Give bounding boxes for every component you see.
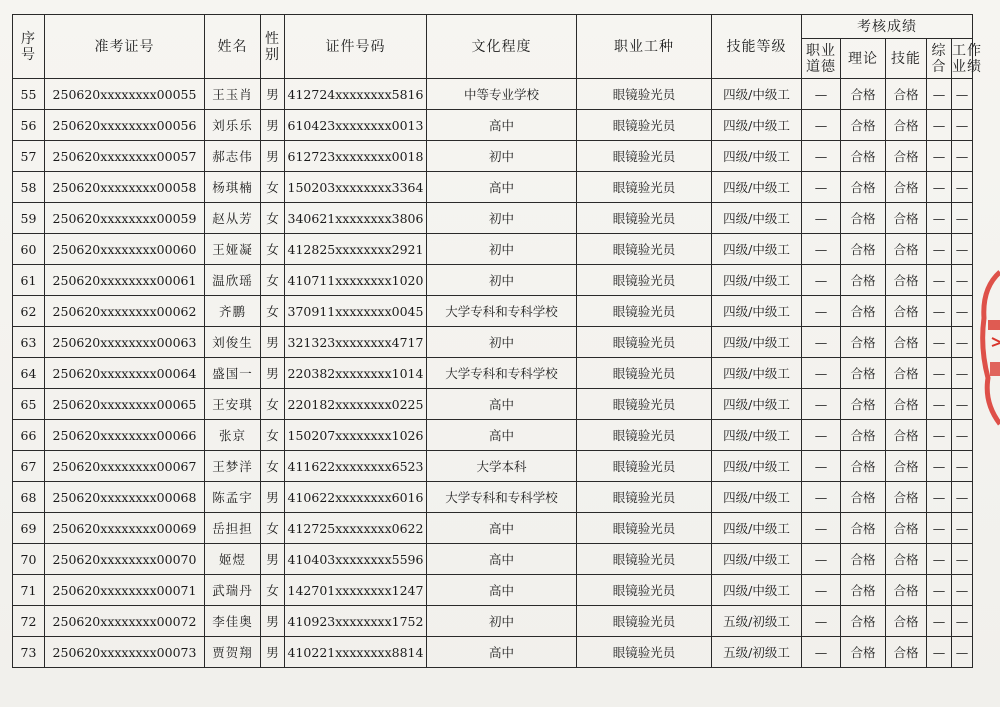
theory-cell: 合格 bbox=[841, 482, 886, 513]
gender-cell: 女 bbox=[261, 265, 285, 296]
table-row bbox=[13, 389, 973, 420]
id-no-cell: 370911xxxxxxxx0045 bbox=[285, 296, 427, 327]
comprehensive-cell: — bbox=[927, 513, 952, 544]
comprehensive-cell: — bbox=[927, 451, 952, 482]
theory-cell: 合格 bbox=[841, 544, 886, 575]
gender-cell: 男 bbox=[261, 110, 285, 141]
table-row bbox=[13, 513, 973, 544]
header-id-no: 证件号码 bbox=[285, 15, 427, 79]
ethics-cell: — bbox=[802, 637, 841, 668]
theory-cell: 合格 bbox=[841, 79, 886, 110]
table-row bbox=[13, 358, 973, 389]
seq-cell: 61 bbox=[13, 265, 45, 296]
name-cell: 赵从芳 bbox=[205, 203, 261, 234]
gender-cell: 女 bbox=[261, 389, 285, 420]
exam-no-cell: 250620xxxxxxxx00072 bbox=[45, 606, 205, 637]
performance-cell: — bbox=[952, 389, 973, 420]
ethics-cell: — bbox=[802, 141, 841, 172]
seq-cell: 70 bbox=[13, 544, 45, 575]
comprehensive-cell: — bbox=[927, 327, 952, 358]
education-cell: 高中 bbox=[427, 513, 577, 544]
seq-cell: 62 bbox=[13, 296, 45, 327]
occupation-cell: 眼镜验光员 bbox=[577, 110, 712, 141]
skill-level-cell: 五级/初级工 bbox=[712, 637, 802, 668]
ethics-cell: — bbox=[802, 234, 841, 265]
seq-cell: 55 bbox=[13, 79, 45, 110]
seq-cell: 65 bbox=[13, 389, 45, 420]
skill-level-cell: 四级/中级工 bbox=[712, 234, 802, 265]
exam-no-cell: 250620xxxxxxxx00068 bbox=[45, 482, 205, 513]
skill-cell: 合格 bbox=[886, 234, 927, 265]
gender-cell: 女 bbox=[261, 513, 285, 544]
header-exam-no: 准考证号 bbox=[45, 15, 205, 79]
education-cell: 初中 bbox=[427, 234, 577, 265]
skill-level-cell: 四级/中级工 bbox=[712, 141, 802, 172]
skill-cell: 合格 bbox=[886, 544, 927, 575]
seq-cell: 72 bbox=[13, 606, 45, 637]
seq-cell: 56 bbox=[13, 110, 45, 141]
ethics-cell: — bbox=[802, 296, 841, 327]
ethics-cell: — bbox=[802, 358, 841, 389]
gender-cell: 男 bbox=[261, 79, 285, 110]
ethics-cell: — bbox=[802, 203, 841, 234]
skill-level-cell: 四级/中级工 bbox=[712, 389, 802, 420]
occupation-cell: 眼镜验光员 bbox=[577, 637, 712, 668]
comprehensive-cell: — bbox=[927, 172, 952, 203]
name-cell: 武瑞丹 bbox=[205, 575, 261, 606]
skill-cell: 合格 bbox=[886, 110, 927, 141]
table-row bbox=[13, 575, 973, 606]
theory-cell: 合格 bbox=[841, 296, 886, 327]
header-occupation: 职业工种 bbox=[577, 15, 712, 79]
performance-cell: — bbox=[952, 79, 973, 110]
education-cell: 初中 bbox=[427, 606, 577, 637]
theory-cell: 合格 bbox=[841, 606, 886, 637]
id-no-cell: 412725xxxxxxxx0622 bbox=[285, 513, 427, 544]
exam-results-table bbox=[12, 14, 982, 668]
occupation-cell: 眼镜验光员 bbox=[577, 296, 712, 327]
comprehensive-cell: — bbox=[927, 637, 952, 668]
seq-cell: 69 bbox=[13, 513, 45, 544]
skill-level-cell: 四级/中级工 bbox=[712, 110, 802, 141]
comprehensive-cell: — bbox=[927, 575, 952, 606]
id-no-cell: 610423xxxxxxxx0013 bbox=[285, 110, 427, 141]
gender-cell: 男 bbox=[261, 544, 285, 575]
gender-cell: 女 bbox=[261, 234, 285, 265]
education-cell: 高中 bbox=[427, 389, 577, 420]
education-cell: 初中 bbox=[427, 141, 577, 172]
name-cell: 张京 bbox=[205, 420, 261, 451]
ethics-cell: — bbox=[802, 327, 841, 358]
comprehensive-cell: — bbox=[927, 234, 952, 265]
gender-cell: 男 bbox=[261, 141, 285, 172]
header-comprehensive: 综 合 bbox=[927, 39, 952, 79]
skill-level-cell: 四级/中级工 bbox=[712, 482, 802, 513]
performance-cell: — bbox=[952, 575, 973, 606]
seq-cell: 68 bbox=[13, 482, 45, 513]
id-no-cell: 220382xxxxxxxx1014 bbox=[285, 358, 427, 389]
table-row bbox=[13, 482, 973, 513]
exam-no-cell: 250620xxxxxxxx00057 bbox=[45, 141, 205, 172]
table-row bbox=[13, 420, 973, 451]
header-skill: 技能 bbox=[886, 39, 927, 79]
skill-level-cell: 四级/中级工 bbox=[712, 451, 802, 482]
table-row bbox=[13, 544, 973, 575]
skill-level-cell: 四级/中级工 bbox=[712, 575, 802, 606]
exam-no-cell: 250620xxxxxxxx00070 bbox=[45, 544, 205, 575]
table-row bbox=[13, 451, 973, 482]
exam-no-cell: 250620xxxxxxxx00071 bbox=[45, 575, 205, 606]
theory-cell: 合格 bbox=[841, 234, 886, 265]
gender-cell: 女 bbox=[261, 575, 285, 606]
performance-cell: — bbox=[952, 606, 973, 637]
occupation-cell: 眼镜验光员 bbox=[577, 79, 712, 110]
name-cell: 温欣瑶 bbox=[205, 265, 261, 296]
name-cell: 姬煜 bbox=[205, 544, 261, 575]
skill-cell: 合格 bbox=[886, 420, 927, 451]
theory-cell: 合格 bbox=[841, 420, 886, 451]
seq-cell: 73 bbox=[13, 637, 45, 668]
theory-cell: 合格 bbox=[841, 637, 886, 668]
name-cell: 王梦洋 bbox=[205, 451, 261, 482]
occupation-cell: 眼镜验光员 bbox=[577, 265, 712, 296]
seq-cell: 66 bbox=[13, 420, 45, 451]
performance-cell: — bbox=[952, 172, 973, 203]
ethics-cell: — bbox=[802, 389, 841, 420]
occupation-cell: 眼镜验光员 bbox=[577, 327, 712, 358]
skill-level-cell: 四级/中级工 bbox=[712, 420, 802, 451]
name-cell: 刘乐乐 bbox=[205, 110, 261, 141]
name-cell: 岳担担 bbox=[205, 513, 261, 544]
performance-cell: — bbox=[952, 544, 973, 575]
id-no-cell: 410221xxxxxxxx8814 bbox=[285, 637, 427, 668]
gender-cell: 男 bbox=[261, 482, 285, 513]
exam-no-cell: 250620xxxxxxxx00073 bbox=[45, 637, 205, 668]
skill-cell: 合格 bbox=[886, 606, 927, 637]
skill-cell: 合格 bbox=[886, 575, 927, 606]
exam-no-cell: 250620xxxxxxxx00069 bbox=[45, 513, 205, 544]
education-cell: 大学专科和专科学校 bbox=[427, 358, 577, 389]
performance-cell: — bbox=[952, 637, 973, 668]
comprehensive-cell: — bbox=[927, 296, 952, 327]
table-row bbox=[13, 79, 973, 110]
name-cell: 杨琪楠 bbox=[205, 172, 261, 203]
skill-level-cell: 四级/中级工 bbox=[712, 79, 802, 110]
skill-cell: 合格 bbox=[886, 296, 927, 327]
header-skill-level: 技能等级 bbox=[712, 15, 802, 79]
skill-cell: 合格 bbox=[886, 513, 927, 544]
id-no-cell: 412724xxxxxxxx5816 bbox=[285, 79, 427, 110]
education-cell: 高中 bbox=[427, 544, 577, 575]
exam-no-cell: 250620xxxxxxxx00060 bbox=[45, 234, 205, 265]
table-body bbox=[13, 79, 973, 668]
gender-cell: 男 bbox=[261, 637, 285, 668]
performance-cell: — bbox=[952, 327, 973, 358]
gender-cell: 女 bbox=[261, 451, 285, 482]
skill-level-cell: 四级/中级工 bbox=[712, 296, 802, 327]
skill-level-cell: 四级/中级工 bbox=[712, 265, 802, 296]
performance-cell: — bbox=[952, 451, 973, 482]
ethics-cell: — bbox=[802, 544, 841, 575]
occupation-cell: 眼镜验光员 bbox=[577, 606, 712, 637]
header-gender: 性 别 bbox=[261, 15, 285, 79]
skill-cell: 合格 bbox=[886, 79, 927, 110]
performance-cell: — bbox=[952, 203, 973, 234]
name-cell: 王娅凝 bbox=[205, 234, 261, 265]
skill-level-cell: 四级/中级工 bbox=[712, 358, 802, 389]
skill-level-cell: 五级/初级工 bbox=[712, 606, 802, 637]
performance-cell: — bbox=[952, 296, 973, 327]
education-cell: 初中 bbox=[427, 265, 577, 296]
comprehensive-cell: — bbox=[927, 203, 952, 234]
exam-no-cell: 250620xxxxxxxx00062 bbox=[45, 296, 205, 327]
ethics-cell: — bbox=[802, 172, 841, 203]
education-cell: 高中 bbox=[427, 575, 577, 606]
header-theory: 理论 bbox=[841, 39, 886, 79]
seq-cell: 57 bbox=[13, 141, 45, 172]
occupation-cell: 眼镜验光员 bbox=[577, 234, 712, 265]
gender-cell: 男 bbox=[261, 327, 285, 358]
performance-cell: — bbox=[952, 234, 973, 265]
name-cell: 齐鹏 bbox=[205, 296, 261, 327]
exam-no-cell: 250620xxxxxxxx00058 bbox=[45, 172, 205, 203]
red-seal-stamp-icon bbox=[970, 268, 1000, 428]
table-row bbox=[13, 327, 973, 358]
ethics-cell: — bbox=[802, 265, 841, 296]
table-row bbox=[13, 110, 973, 141]
theory-cell: 合格 bbox=[841, 265, 886, 296]
gender-cell: 女 bbox=[261, 203, 285, 234]
comprehensive-cell: — bbox=[927, 606, 952, 637]
gender-cell: 男 bbox=[261, 358, 285, 389]
skill-cell: 合格 bbox=[886, 389, 927, 420]
theory-cell: 合格 bbox=[841, 327, 886, 358]
seq-cell: 67 bbox=[13, 451, 45, 482]
theory-cell: 合格 bbox=[841, 575, 886, 606]
exam-no-cell: 250620xxxxxxxx00061 bbox=[45, 265, 205, 296]
header-education: 文化程度 bbox=[427, 15, 577, 79]
skill-level-cell: 四级/中级工 bbox=[712, 203, 802, 234]
skill-level-cell: 四级/中级工 bbox=[712, 327, 802, 358]
exam-no-cell: 250620xxxxxxxx00064 bbox=[45, 358, 205, 389]
name-cell: 郝志伟 bbox=[205, 141, 261, 172]
seq-cell: 59 bbox=[13, 203, 45, 234]
comprehensive-cell: — bbox=[927, 265, 952, 296]
skill-level-cell: 四级/中级工 bbox=[712, 544, 802, 575]
id-no-cell: 411622xxxxxxxx6523 bbox=[285, 451, 427, 482]
ethics-cell: — bbox=[802, 110, 841, 141]
exam-no-cell: 250620xxxxxxxx00059 bbox=[45, 203, 205, 234]
id-no-cell: 150203xxxxxxxx3364 bbox=[285, 172, 427, 203]
occupation-cell: 眼镜验光员 bbox=[577, 513, 712, 544]
exam-no-cell: 250620xxxxxxxx00063 bbox=[45, 327, 205, 358]
education-cell: 大学本科 bbox=[427, 451, 577, 482]
skill-cell: 合格 bbox=[886, 358, 927, 389]
table-row bbox=[13, 172, 973, 203]
occupation-cell: 眼镜验光员 bbox=[577, 141, 712, 172]
comprehensive-cell: — bbox=[927, 79, 952, 110]
education-cell: 高中 bbox=[427, 637, 577, 668]
education-cell: 高中 bbox=[427, 420, 577, 451]
theory-cell: 合格 bbox=[841, 110, 886, 141]
header-name: 姓名 bbox=[205, 15, 261, 79]
ethics-cell: — bbox=[802, 482, 841, 513]
header-row-1 bbox=[13, 15, 973, 39]
exam-no-cell: 250620xxxxxxxx00067 bbox=[45, 451, 205, 482]
theory-cell: 合格 bbox=[841, 358, 886, 389]
skill-cell: 合格 bbox=[886, 451, 927, 482]
occupation-cell: 眼镜验光员 bbox=[577, 575, 712, 606]
performance-cell: — bbox=[952, 141, 973, 172]
id-no-cell: 150207xxxxxxxx1026 bbox=[285, 420, 427, 451]
skill-cell: 合格 bbox=[886, 637, 927, 668]
occupation-cell: 眼镜验光员 bbox=[577, 482, 712, 513]
id-no-cell: 410403xxxxxxxx5596 bbox=[285, 544, 427, 575]
ethics-cell: — bbox=[802, 513, 841, 544]
name-cell: 陈孟宇 bbox=[205, 482, 261, 513]
comprehensive-cell: — bbox=[927, 110, 952, 141]
education-cell: 初中 bbox=[427, 327, 577, 358]
name-cell: 盛国一 bbox=[205, 358, 261, 389]
exam-no-cell: 250620xxxxxxxx00066 bbox=[45, 420, 205, 451]
table-row bbox=[13, 296, 973, 327]
id-no-cell: 410711xxxxxxxx1020 bbox=[285, 265, 427, 296]
occupation-cell: 眼镜验光员 bbox=[577, 172, 712, 203]
comprehensive-cell: — bbox=[927, 544, 952, 575]
performance-cell: — bbox=[952, 482, 973, 513]
id-no-cell: 220182xxxxxxxx0225 bbox=[285, 389, 427, 420]
theory-cell: 合格 bbox=[841, 389, 886, 420]
id-no-cell: 410923xxxxxxxx1752 bbox=[285, 606, 427, 637]
ethics-cell: — bbox=[802, 451, 841, 482]
ethics-cell: — bbox=[802, 420, 841, 451]
comprehensive-cell: — bbox=[927, 420, 952, 451]
performance-cell: — bbox=[952, 358, 973, 389]
table-row bbox=[13, 234, 973, 265]
education-cell: 大学专科和专科学校 bbox=[427, 482, 577, 513]
ethics-cell: — bbox=[802, 606, 841, 637]
id-no-cell: 340621xxxxxxxx3806 bbox=[285, 203, 427, 234]
exam-no-cell: 250620xxxxxxxx00065 bbox=[45, 389, 205, 420]
seq-cell: 60 bbox=[13, 234, 45, 265]
comprehensive-cell: — bbox=[927, 482, 952, 513]
seq-cell: 71 bbox=[13, 575, 45, 606]
theory-cell: 合格 bbox=[841, 513, 886, 544]
education-cell: 中等专业学校 bbox=[427, 79, 577, 110]
name-cell: 李佳奥 bbox=[205, 606, 261, 637]
name-cell: 刘俊生 bbox=[205, 327, 261, 358]
id-no-cell: 412825xxxxxxxx2921 bbox=[285, 234, 427, 265]
exam-no-cell: 250620xxxxxxxx00055 bbox=[45, 79, 205, 110]
theory-cell: 合格 bbox=[841, 451, 886, 482]
table-row bbox=[13, 141, 973, 172]
ethics-cell: — bbox=[802, 79, 841, 110]
theory-cell: 合格 bbox=[841, 203, 886, 234]
gender-cell: 女 bbox=[261, 296, 285, 327]
skill-level-cell: 四级/中级工 bbox=[712, 513, 802, 544]
id-no-cell: 321323xxxxxxxx4717 bbox=[285, 327, 427, 358]
table-row bbox=[13, 265, 973, 296]
name-cell: 王安琪 bbox=[205, 389, 261, 420]
occupation-cell: 眼镜验光员 bbox=[577, 420, 712, 451]
seq-cell: 64 bbox=[13, 358, 45, 389]
performance-cell: — bbox=[952, 420, 973, 451]
performance-cell: — bbox=[952, 265, 973, 296]
header-seq: 序 号 bbox=[13, 15, 45, 79]
skill-cell: 合格 bbox=[886, 265, 927, 296]
gender-cell: 男 bbox=[261, 606, 285, 637]
performance-cell: — bbox=[952, 513, 973, 544]
name-cell: 贾贺翔 bbox=[205, 637, 261, 668]
header-ethics: 职业 道德 bbox=[802, 39, 841, 79]
id-no-cell: 410622xxxxxxxx6016 bbox=[285, 482, 427, 513]
comprehensive-cell: — bbox=[927, 389, 952, 420]
occupation-cell: 眼镜验光员 bbox=[577, 451, 712, 482]
occupation-cell: 眼镜验光员 bbox=[577, 544, 712, 575]
header-performance: 工作 业绩 bbox=[952, 39, 973, 79]
id-no-cell: 142701xxxxxxxx1247 bbox=[285, 575, 427, 606]
seq-cell: 58 bbox=[13, 172, 45, 203]
skill-cell: 合格 bbox=[886, 327, 927, 358]
header-assessment: 考核成绩 bbox=[802, 15, 973, 39]
performance-cell: — bbox=[952, 110, 973, 141]
comprehensive-cell: — bbox=[927, 141, 952, 172]
gender-cell: 女 bbox=[261, 420, 285, 451]
skill-cell: 合格 bbox=[886, 172, 927, 203]
theory-cell: 合格 bbox=[841, 172, 886, 203]
theory-cell: 合格 bbox=[841, 141, 886, 172]
gender-cell: 女 bbox=[261, 172, 285, 203]
table-row bbox=[13, 606, 973, 637]
education-cell: 高中 bbox=[427, 172, 577, 203]
seq-cell: 63 bbox=[13, 327, 45, 358]
skill-level-cell: 四级/中级工 bbox=[712, 172, 802, 203]
table-row bbox=[13, 637, 973, 668]
skill-cell: 合格 bbox=[886, 203, 927, 234]
skill-cell: 合格 bbox=[886, 141, 927, 172]
comprehensive-cell: — bbox=[927, 358, 952, 389]
occupation-cell: 眼镜验光员 bbox=[577, 203, 712, 234]
occupation-cell: 眼镜验光员 bbox=[577, 389, 712, 420]
table-row bbox=[13, 203, 973, 234]
name-cell: 王玉肖 bbox=[205, 79, 261, 110]
ethics-cell: — bbox=[802, 575, 841, 606]
skill-cell: 合格 bbox=[886, 482, 927, 513]
education-cell: 高中 bbox=[427, 110, 577, 141]
education-cell: 初中 bbox=[427, 203, 577, 234]
occupation-cell: 眼镜验光员 bbox=[577, 358, 712, 389]
education-cell: 大学专科和专科学校 bbox=[427, 296, 577, 327]
exam-no-cell: 250620xxxxxxxx00056 bbox=[45, 110, 205, 141]
id-no-cell: 612723xxxxxxxx0018 bbox=[285, 141, 427, 172]
